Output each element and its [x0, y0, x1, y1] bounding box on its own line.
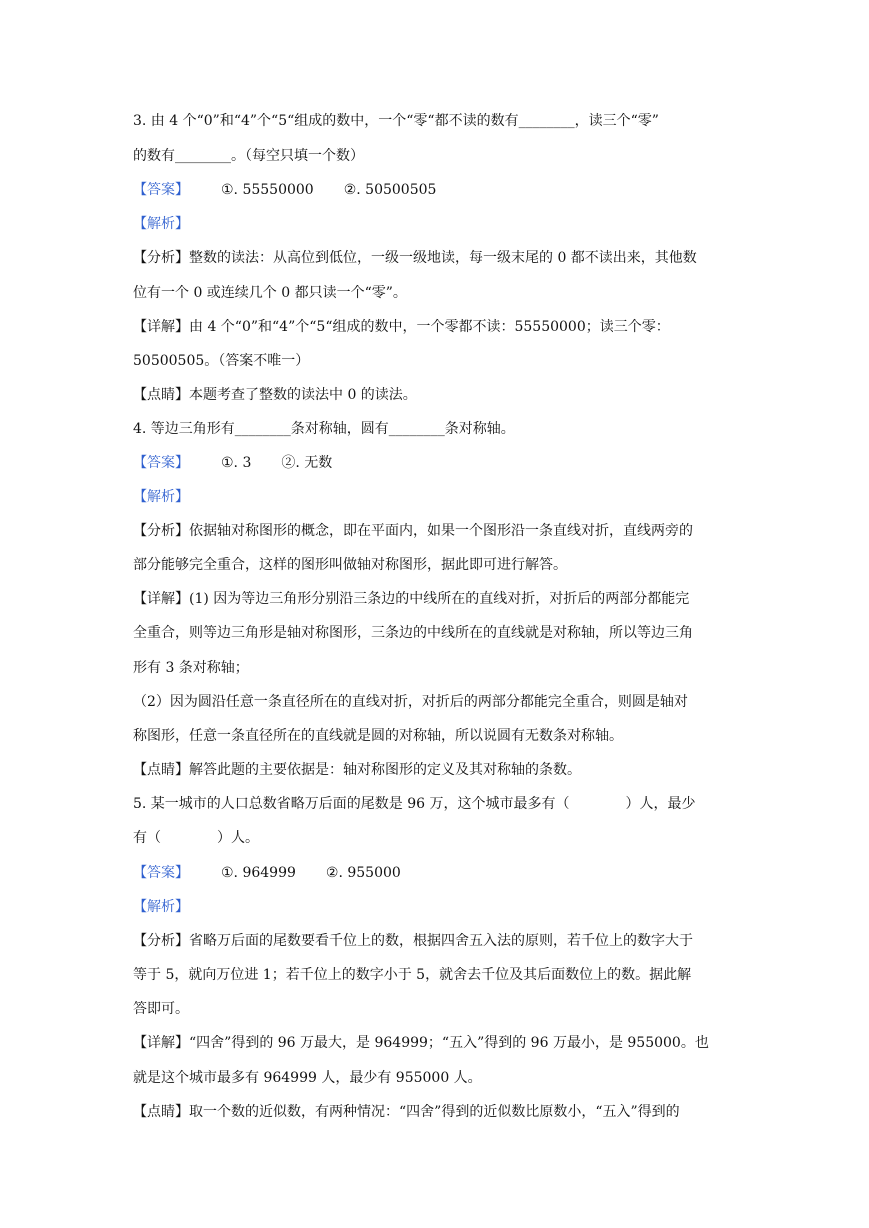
answer-label: 【答案】	[133, 455, 189, 471]
q3-fenxi-line2: 位有一个 0 或连续几个 0 都只读一个“零”。	[133, 285, 407, 301]
q4-xiangjie-line4: （2）因为圆沿任意一条直径所在的直线对折，对折后的两部分都能完全重合，则圆是轴对	[133, 694, 688, 710]
q4-fenxi-line1: 【分析】依据轴对称图形的概念，即在平面内，如果一个图形沿一条直线对折，直线两旁的	[133, 523, 693, 539]
q5-dianjing: 【点睛】取一个数的近似数，有两种情况：“四舍”得到的近似数比原数小，“五入”得到的	[133, 1104, 680, 1120]
answer-2: ②. 50500505	[343, 182, 437, 198]
q3-xiangjie-line2: 50500505。（答案不唯一）	[133, 353, 310, 369]
answer-1: ①. 964999	[221, 865, 296, 881]
answer-2: ②. 955000	[325, 865, 401, 881]
q5-stem-line2: 有（ ）人。	[133, 830, 259, 846]
q4-analysis-label: 【解析】	[133, 489, 189, 505]
q4-xiangjie-line5: 称图形，任意一条直径所在的直线就是圆的对称轴，所以说圆有无数条对称轴。	[133, 728, 623, 744]
q4-dianjing: 【点睛】解答此题的主要依据是：轴对称图形的定义及其对称轴的条数。	[133, 762, 581, 778]
q4-xiangjie-line1: 【详解】(1) 因为等边三角形分别沿三条边的中线所在的直线对折，对折后的两部分都能完	[133, 591, 690, 607]
answer-1: ①. 3	[221, 455, 252, 471]
q5-xiangjie-line1: 【详解】“四舍”得到的 96 万最大，是 964999；“五入”得到的 96 万最小，是 955000。也	[133, 1035, 709, 1051]
q4-fenxi-line2: 部分能够完全重合，这样的图形叫做轴对称图形，据此即可进行解答。	[133, 557, 567, 573]
q3-stem-line2: 的数有________。（每空只填一个数）	[133, 148, 364, 164]
answer-label: 【答案】	[133, 865, 189, 881]
q5-fenxi-line1: 【分析】省略万后面的尾数要看千位上的数，根据四舍五入法的原则，若千位上的数字大于	[133, 933, 693, 949]
q3-stem-line1: 3. 由 4 个“0”和“4”个“5“组成的数中，一个“零“都不读的数有________，读三个“零”	[133, 113, 659, 129]
q5-fenxi-line2: 等于 5，就向万位进 1；若千位上的数字小于 5，就舍去千位及其后面数位上的数。据此解	[133, 967, 692, 983]
q4-xiangjie-line2: 全重合，则等边三角形是轴对称图形，三条边的中线所在的直线就是对称轴，所以等边三角	[133, 625, 693, 641]
answer-label: 【答案】	[133, 182, 189, 198]
q5-stem-line1: 5. 某一城市的人口总数省略万后面的尾数是 96 万，这个城市最多有（ ）人，最少	[133, 796, 696, 812]
q3-xiangjie-line1: 【详解】由 4 个“0”和“4”个“5“组成的数中，一个零都不读：55550000；读三个零：	[133, 319, 670, 335]
answer-2: ②. 无数	[281, 455, 333, 471]
q3-analysis-label: 【解析】	[133, 216, 189, 232]
q3-fenxi-line1: 【分析】整数的读法：从高位到低位，一级一级地读，每一级末尾的 0 都不读出来，其他数	[133, 250, 697, 266]
q4-answer-row	[133, 453, 332, 473]
q5-answer-row	[133, 863, 401, 883]
q4-xiangjie-line3: 形有 3 条对称轴；	[133, 660, 249, 676]
q3-dianjing: 【点睛】本题考查了整数的读法中 0 的读法。	[133, 387, 417, 403]
q5-xiangjie-line2: 就是这个城市最多有 964999 人，最少有 955000 人。	[133, 1070, 482, 1086]
answer-1: ①. 55550000	[221, 182, 314, 198]
q5-fenxi-line3: 答即可。	[133, 1001, 189, 1017]
q3-answer-row	[133, 180, 436, 200]
q5-analysis-label: 【解析】	[133, 899, 189, 915]
q4-stem-line1: 4. 等边三角形有________条对称轴，圆有________条对称轴。	[133, 421, 515, 437]
